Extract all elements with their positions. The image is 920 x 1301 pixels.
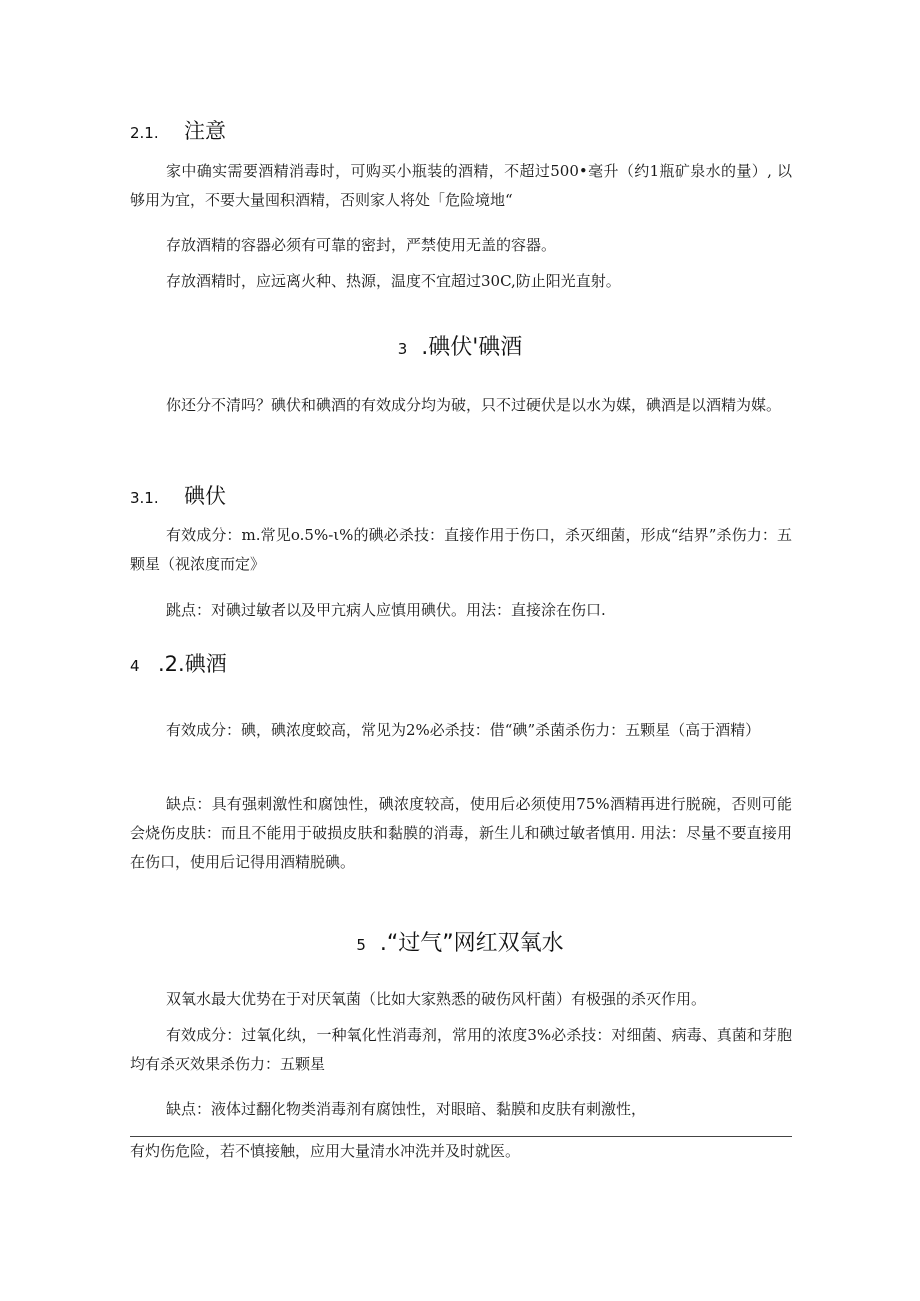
paragraph: 双氧水最大优势在于对厌氧菌（比如大家熟悉的破伤风杆菌）有极强的杀灭作用。	[166, 990, 707, 1008]
paragraph: 家中确实需要酒精消毒时，可购买小瓶装的酒精，不超过500•毫升（约1瓶矿泉水的量）, 以够用为宜，不要大量囤积酒精，否则家人将处「危险境地“	[130, 162, 792, 209]
section-title: 碘伏	[184, 484, 226, 508]
section-5-heading	[0, 929, 920, 960]
footer-line: 有灼伤危险，若不慎接触，应用大量清水冲洗并及时就医。	[130, 1142, 521, 1160]
paragraph: 有效成分：m.常见o.5%-ι%的碘必杀技：直接作用于伤口，杀灭细菌，形成“结界”杀伤力：五颗星（视浓度而定》	[130, 526, 792, 573]
section-number: 2.1.	[130, 124, 159, 142]
paragraph: 你还分不清吗？碘伏和碘酒的有效成分均为破，只不过硬伏是以水为媒，碘酒是以酒精为媒。	[166, 396, 782, 414]
paragraph: 存放酒精的容器必须有可靠的密封，严禁使用无盖的容器。	[166, 236, 557, 254]
section-number: 3	[397, 340, 408, 358]
paragraph: 跳点：对碘过敏者以及甲亢病人应慎用碘伏。用法：直接涂在伤口.	[166, 601, 606, 619]
section-title: .2.碘酒	[158, 652, 227, 676]
section-number: 4	[130, 657, 140, 675]
section-number: 3.1.	[130, 489, 159, 507]
paragraph: 存放酒精时，应远离火种、热源，温度不宜超过30C,防止阳光直射。	[166, 272, 621, 290]
section-4-2-heading	[130, 650, 227, 680]
section-3-1-heading	[130, 482, 226, 512]
section-3-heading	[0, 333, 920, 364]
paragraph: 缺点：液体过翻化物类消毒剂有腐蚀性，对眼暗、黏膜和皮肤有刺激性，	[166, 1100, 647, 1118]
section-number: 5	[356, 936, 366, 954]
paragraph: 缺点：具有强刺激性和腐蚀性，碘浓度较高，使用后必须使用75%酒精再进行脱碗，否则可能会烧伤皮肤：而且不能用于破损皮肤和黏膜的消毒，新生儿和碘过敏者慎用. 用法：尽量不要直接用在伤口，使用后记得用酒精脱碘。	[130, 795, 792, 871]
section-title: .碘伏'碘酒	[421, 335, 523, 360]
section-title: 注意	[184, 119, 226, 143]
paragraph: 有效成分：过氧化纨，一种氧化性消毒剂，常用的浓度3%必杀技：对细菌、病毒、真菌和芽胞均有杀灭效果杀伤力：五颗星	[130, 1026, 792, 1073]
section-title: .“过气”网红双氧水	[379, 931, 564, 956]
section-2-1-heading	[130, 117, 226, 147]
paragraph: 有效成分：碘，碘浓度蛟高，常见为2%必杀技：借“碘”杀菌杀伤力：五颗星（高于酒精）	[166, 721, 761, 739]
